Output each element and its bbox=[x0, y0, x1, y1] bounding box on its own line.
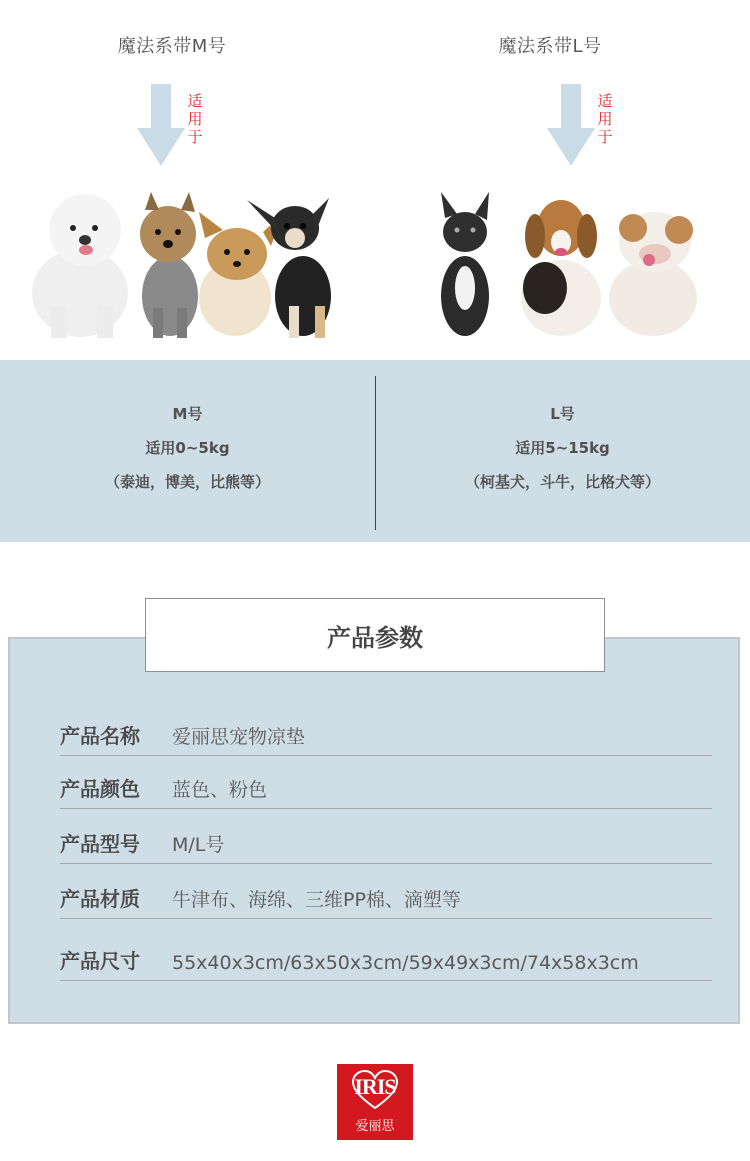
param-key: 产品尺寸 bbox=[60, 949, 140, 973]
param-value: M/L号 bbox=[172, 834, 225, 856]
param-row bbox=[60, 813, 712, 864]
param-row bbox=[60, 930, 712, 981]
down-arrow-icon bbox=[137, 84, 185, 166]
breed-examples: （柯基犬，斗牛，比格犬等） bbox=[464, 473, 660, 491]
logo-brand: IRIS bbox=[354, 1074, 396, 1099]
param-key: 产品名称 bbox=[60, 724, 140, 748]
param-row bbox=[60, 868, 712, 919]
param-key: 产品颜色 bbox=[60, 777, 140, 801]
iris-logo bbox=[337, 1064, 413, 1140]
variant-l-title: 魔法系带L号 bbox=[498, 36, 602, 57]
variant-m-title: 魔法系带M号 bbox=[117, 36, 227, 57]
fit-label-l: 适 用 于 bbox=[597, 92, 613, 146]
down-arrow-icon bbox=[547, 84, 595, 166]
param-value: 蓝色、粉色 bbox=[172, 779, 268, 801]
fit-label-m: 适 用 于 bbox=[187, 92, 203, 146]
params-title: 产品参数 bbox=[145, 598, 605, 672]
weight-range: 适用0~5kg bbox=[145, 439, 230, 457]
param-value: 爱丽思宠物凉垫 bbox=[172, 726, 306, 748]
param-row bbox=[60, 758, 712, 809]
param-key: 产品材质 bbox=[60, 887, 140, 911]
param-value: 55x40x3cm/63x50x3cm/59x49x3cm/74x58x3cm bbox=[172, 952, 639, 974]
small-dogs-image bbox=[25, 188, 345, 340]
size-info-l bbox=[375, 397, 750, 499]
logo-brand-cn: 爱丽思 bbox=[355, 1119, 395, 1134]
param-row bbox=[60, 705, 712, 756]
size-label: M号 bbox=[172, 405, 203, 423]
param-key: 产品型号 bbox=[60, 832, 140, 856]
weight-range: 适用5~15kg bbox=[515, 439, 610, 457]
large-dogs-image bbox=[435, 188, 700, 340]
param-value: 牛津布、海绵、三维PP棉、滴塑等 bbox=[172, 889, 461, 911]
breed-examples: （泰迪，博美，比熊等） bbox=[104, 473, 270, 491]
size-info-m bbox=[0, 397, 375, 499]
size-label: L号 bbox=[550, 405, 575, 423]
